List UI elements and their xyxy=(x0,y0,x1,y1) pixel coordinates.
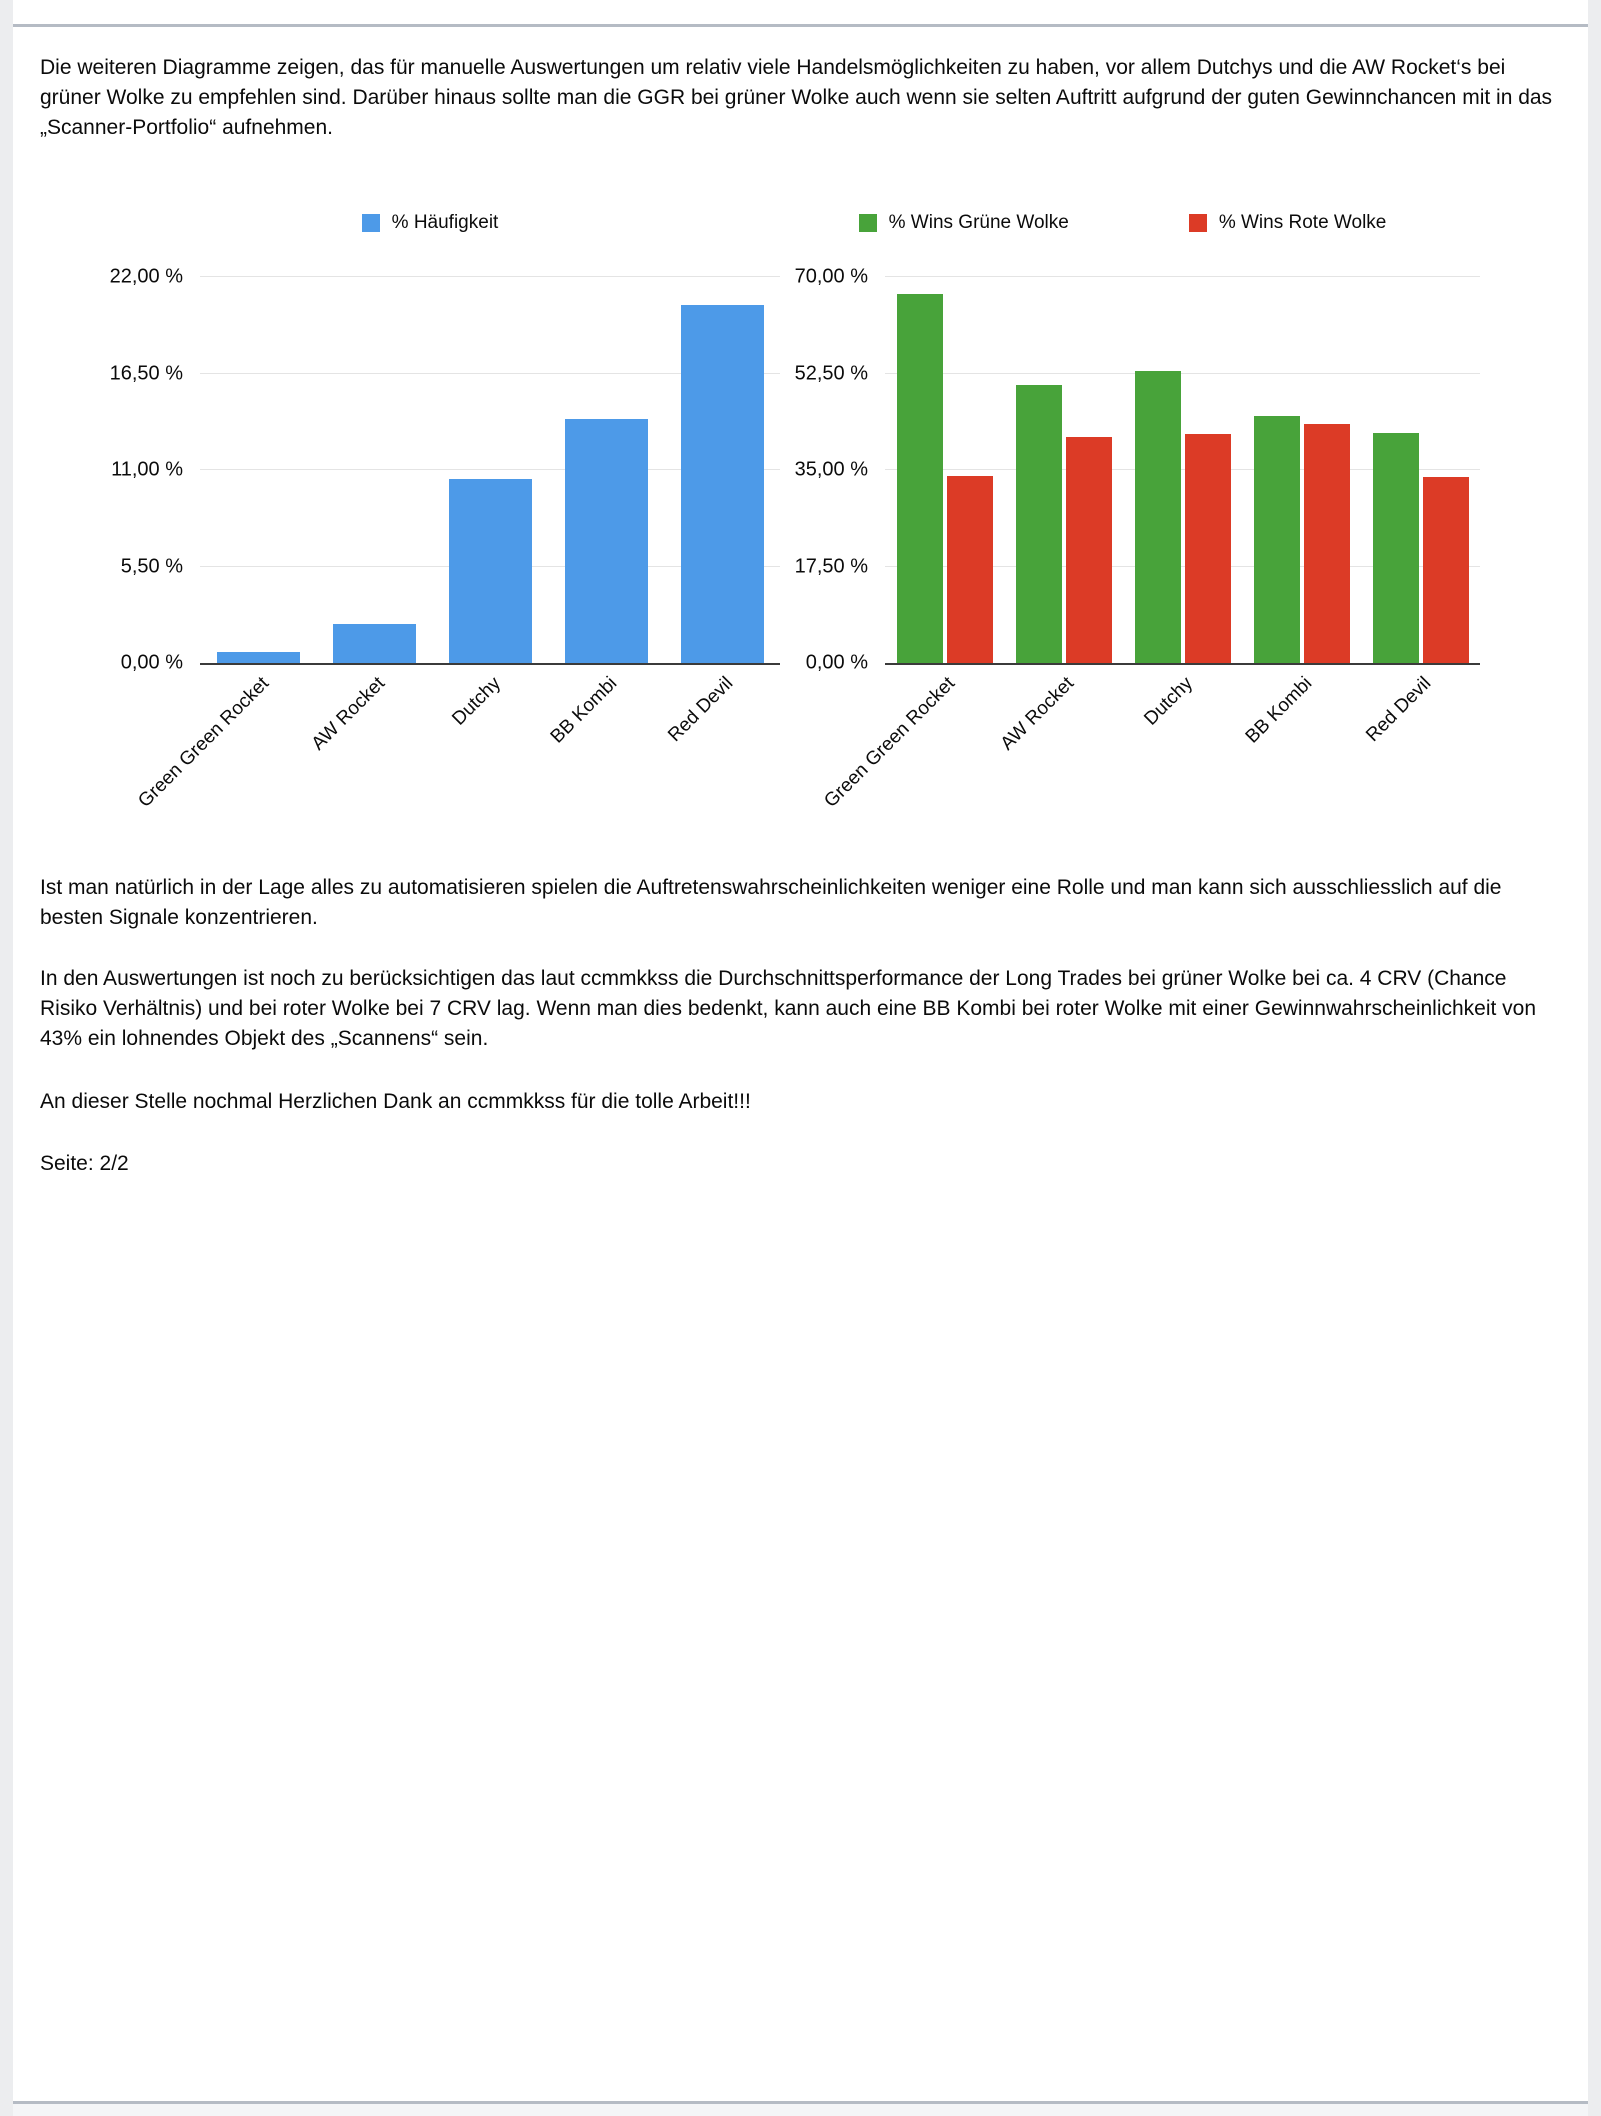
document-page xyxy=(13,27,1588,2104)
paragraph-automation: Ist man natürlich in der Lage alles zu automatisieren spielen die Auftretenswahrscheinlichkeiten weniger eine Rolle und man kann sich ausschliesslich auf die besten Signale konzentrieren. xyxy=(40,876,1502,929)
bar-wins-gr-ne-wolke-dutchy xyxy=(1135,371,1181,663)
y-tick-label: 17,50 % xyxy=(794,555,868,577)
wins-bar-chart xyxy=(765,212,1480,812)
bar-h-ufigkeit-aw-rocket xyxy=(333,624,416,663)
category-band-dutchy xyxy=(1123,277,1242,663)
bar-wins-gr-ne-wolke-green-green-rocket xyxy=(897,294,943,663)
y-tick-label: 52,50 % xyxy=(794,362,868,384)
bar-wins-rote-wolke-red-devil xyxy=(1423,477,1469,663)
paragraph-intro: Die weiteren Diagramme zeigen, das für manuelle Auswertungen um relativ viele Handelsmöglichkeiten zu haben, vor allem Dutchys und die AW Rocket‘s bei grüner Wolke zu empfehlen sind. Darüber hinaus sollte man die GGR bei grüner Wolke auch wenn sie selten Auftritt aufgrund der guten Gewinnchancen mit in das „Scanner-Portfolio“ aufnehmen. xyxy=(40,56,1553,139)
x-category-label-aw-rocket: AW Rocket xyxy=(307,673,389,755)
bar-h-ufigkeit-red-devil xyxy=(681,305,764,663)
y-tick-label: 16,50 % xyxy=(109,362,183,384)
x-category-label-red-devil: Red Devil xyxy=(1362,673,1436,747)
category-band-aw-rocket xyxy=(1004,277,1123,663)
bar-wins-gr-ne-wolke-red-devil xyxy=(1373,433,1419,663)
legend-swatch-wins-rote-wolke xyxy=(1189,214,1207,232)
legend-label-wins-gr-ne-wolke: % Wins Grüne Wolke xyxy=(888,212,1069,233)
bar-wins-gr-ne-wolke-aw-rocket xyxy=(1016,385,1062,663)
y-tick-label: 11,00 % xyxy=(111,458,183,481)
legend-item-wins-rote-wolke xyxy=(1189,213,1387,233)
legend-swatch-wins-gr-ne-wolke xyxy=(859,214,877,232)
category-band-bb-kombi xyxy=(548,277,664,663)
y-tick-label: 5,50 % xyxy=(120,555,183,577)
bar-wins-rote-wolke-dutchy xyxy=(1185,434,1231,663)
wins-y-axis xyxy=(765,265,885,674)
bar-wins-rote-wolke-bb-kombi xyxy=(1304,424,1350,663)
bar-h-ufigkeit-dutchy xyxy=(449,479,532,663)
frequency-chart-legend xyxy=(80,213,780,233)
category-band-dutchy xyxy=(432,277,548,663)
x-category-label-green-green-rocket: Green Green Rocket xyxy=(134,673,273,812)
bar-wins-rote-wolke-aw-rocket xyxy=(1066,437,1112,663)
legend-item-h-ufigkeit xyxy=(362,213,499,233)
y-tick-label: 70,00 % xyxy=(794,265,868,288)
category-band-red-devil xyxy=(1361,277,1480,663)
wins-x-axis xyxy=(820,665,1480,812)
bars-container xyxy=(885,277,1480,663)
category-band-red-devil xyxy=(664,277,780,663)
x-category-label-red-devil: Red Devil xyxy=(663,673,737,747)
page-number-label: Seite: 2/2 xyxy=(40,1152,129,1175)
bar-wins-rote-wolke-green-green-rocket xyxy=(947,476,993,663)
legend-label-h-ufigkeit: % Häufigkeit xyxy=(391,212,499,233)
frequency-y-axis xyxy=(80,265,200,674)
wins-plot-area xyxy=(885,277,1480,665)
bars-container xyxy=(200,277,780,663)
legend-label-wins-rote-wolke: % Wins Rote Wolke xyxy=(1218,212,1387,233)
next-page-edge xyxy=(13,2104,1588,2116)
frequency-x-axis xyxy=(134,665,780,812)
category-band-bb-kombi xyxy=(1242,277,1361,663)
bar-h-ufigkeit-bb-kombi xyxy=(565,419,648,663)
paragraph-thanks: An dieser Stelle nochmal Herzlichen Dank an ccmmkkss für die tolle Arbeit!!! xyxy=(40,1090,751,1113)
x-category-label-dutchy: Dutchy xyxy=(1140,673,1198,730)
bar-wins-gr-ne-wolke-bb-kombi xyxy=(1254,416,1300,663)
legend-swatch-h-ufigkeit xyxy=(362,214,380,232)
frequency-bar-chart xyxy=(80,212,780,812)
legend-item-wins-gr-ne-wolke xyxy=(859,213,1069,233)
x-category-label-green-green-rocket: Green Green Rocket xyxy=(820,673,960,812)
category-band-aw-rocket xyxy=(316,277,432,663)
frequency-plot-area xyxy=(200,277,780,665)
y-tick-label: 0,00 % xyxy=(120,651,183,674)
x-category-label-dutchy: Dutchy xyxy=(448,673,505,730)
x-category-label-aw-rocket: AW Rocket xyxy=(996,673,1079,755)
x-category-label-bb-kombi: BB Kombi xyxy=(546,673,621,748)
previous-page-edge xyxy=(13,0,1588,27)
category-band-green-green-rocket xyxy=(885,277,1004,663)
wins-chart-legend xyxy=(765,213,1480,233)
y-tick-label: 22,00 % xyxy=(109,265,183,288)
paragraph-crv: In den Auswertungen ist noch zu berücksichtigen das laut ccmmkkss die Durchschnittsperformance der Long Trades bei grüner Wolke bei ca. 4 CRV (Chance Risiko Verhältnis) und bei roter Wolke bei 7 CRV lag. Wenn man dies bedenkt, kann auch eine BB Kombi bei roter Wolke mit einer Gewinnwahrscheinlichkeit von 43% ein lohnendes Objekt des „Scannens“ sein. xyxy=(40,967,1537,1050)
category-band-green-green-rocket xyxy=(200,277,316,663)
x-category-label-bb-kombi: BB Kombi xyxy=(1241,673,1317,748)
y-tick-label: 35,00 % xyxy=(794,458,868,481)
y-tick-label: 0,00 % xyxy=(805,651,868,674)
bar-h-ufigkeit-green-green-rocket xyxy=(217,652,300,663)
